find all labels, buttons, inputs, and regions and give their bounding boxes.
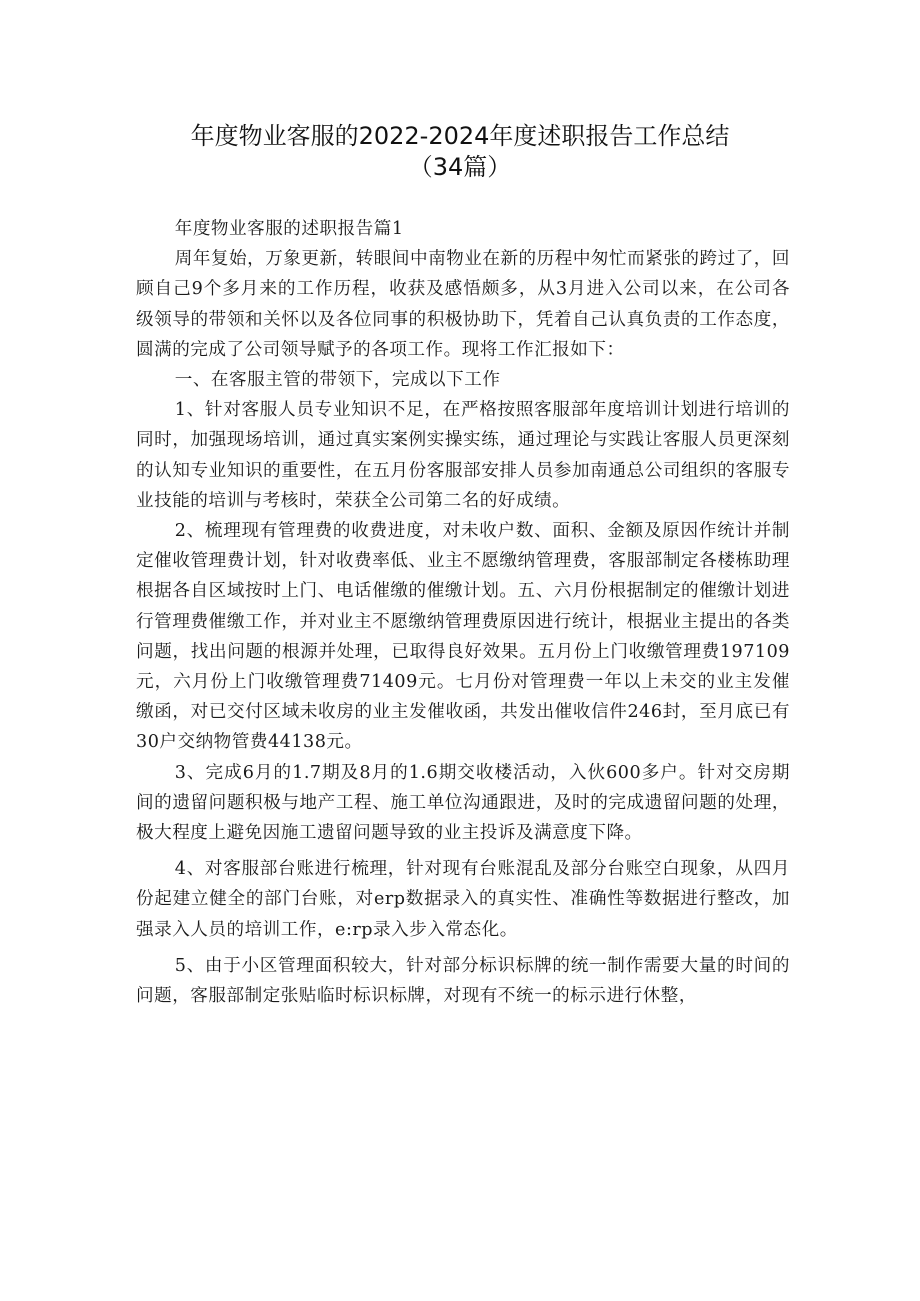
paragraph-item-2: 2、梳理现有管理费的收费进度，对未收户数、面积、金额及原因作统计并制定催收管理费计划，针对收费率低、业主不愿缴纳管理费，客服部制定各楼栋助理根据各自区域按时上门、电话催缴的催缴计划。五、六月份根据制定的催缴计划进行管理费催缴工作，并对业主不愿缴纳管理费原因进行统计，根据业主提出的各类问题，找出问题的根源并处理，已取得良好效果。五月份上门收缴管理费197109元，六月份上门收缴管理费71409元。七月份对管理费一年以上未交的业主发催缴函，对已交付区域未收房的业主发催收函，共发出催收信件246封，至月底已有30户交纳物管费44138元。 (136, 521, 790, 753)
document-body (136, 214, 790, 1011)
section-heading: 年度物业客服的述职报告篇1 (174, 219, 404, 239)
document-title: 年度物业客服的2022-2024年度述职报告工作总结 (190, 122, 730, 150)
paragraph-item-3: 3、完成6月的1.7期及8月的1.6期交收楼活动，入伙600多户。针对交房期间的遗留问题积极与地产工程、施工单位沟通跟进，及时的完成遗留问题的处理，极大程度上避免因施工遗留问题导致的业主投诉及满意度下降。 (136, 762, 790, 844)
paragraph-item-4: 4、对客服部台账进行梳理，针对现有台账混乱及部分台账空白现象，从四月份起建立健全的部门台账，对erp数据录入的真实性、准确性等数据进行整改，加强录入人员的培训工作，e:rp录入步入常态化。 (136, 859, 790, 940)
paragraph-item-5: 5、由于小区管理面积较大，针对部分标识标牌的统一制作需要大量的时间的问题，客服部制定张贴临时标识标牌，对现有不统一的标示进行休整， (136, 955, 790, 1007)
paragraph-intro: 周年复始，万象更新，转眼间中南物业在新的历程中匆忙而紧张的跨过了，回顾自己9个多月来的工作历程，收获及感悟颇多，从3月进入公司以来，在公司各级领导的带领和关怀以及各位同事的积极协助下，凭着自己认真负责的工作态度，圆满的完成了公司领导赋予的各项工作。现将工作汇报如下： (136, 249, 790, 360)
paragraph-heading-one: 一、在客服主管的带领下，完成以下工作 (174, 370, 501, 391)
paragraph-item-1: 1、针对客服人员专业知识不足，在严格按照客服部年度培训计划进行培训的同时，加强现场培训，通过真实案例实操实练，通过理论与实践让客服人员更深刻的认知专业知识的重要性，在五月份客服部安排人员参加南通总公司组织的客服专业技能的培训与考核时，荣获全公司第二名的好成绩。 (136, 400, 790, 511)
document-subtitle: （34篇） (408, 153, 512, 181)
